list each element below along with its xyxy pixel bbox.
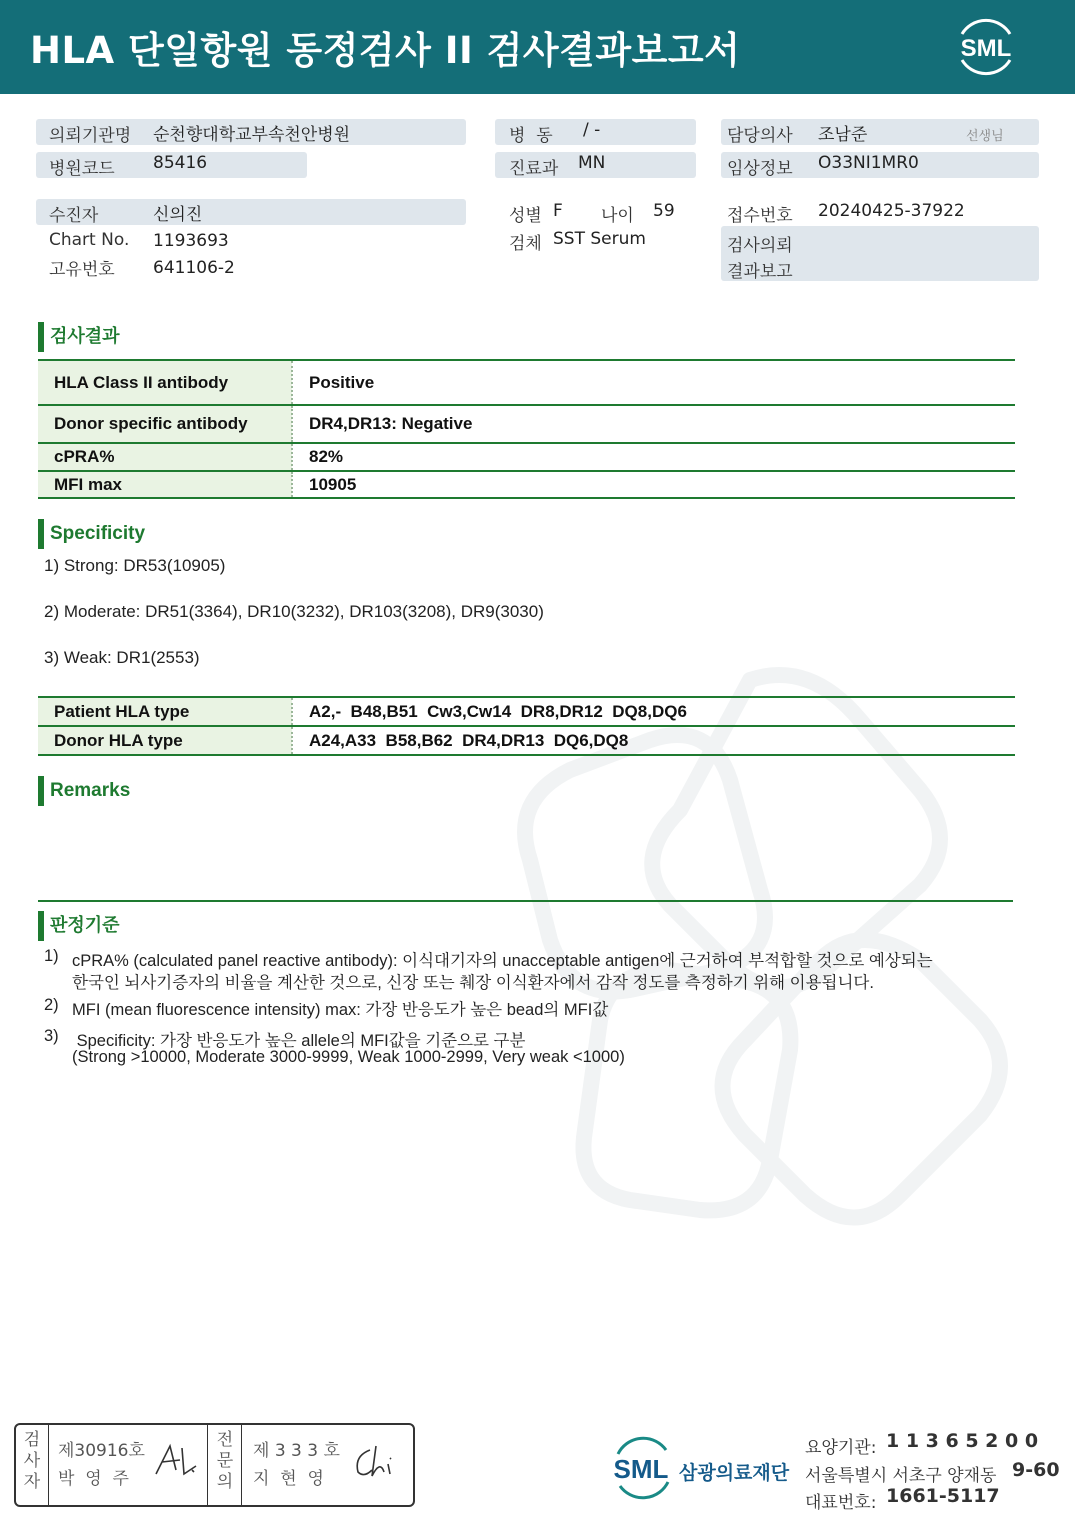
specificity-moderate: 2) Moderate: DR51(3364), DR10(3232), DR103(3208), DR9(3030) bbox=[44, 602, 544, 621]
criteria-section-title: 판정기준 bbox=[38, 911, 120, 941]
sign-divider bbox=[48, 1425, 49, 1505]
examiner-label-char: 사 bbox=[23, 1451, 41, 1471]
specialist-number: 제 3 3 3 호 bbox=[253, 1441, 340, 1461]
result-key: cPRA% bbox=[38, 443, 292, 471]
results-section-title: 검사결과 bbox=[38, 322, 120, 352]
ward-value: / - bbox=[583, 120, 601, 140]
sml-footer-logo-icon bbox=[608, 1436, 678, 1500]
specialist-label-char: 문 bbox=[216, 1451, 234, 1471]
examiner-label-char: 자 bbox=[23, 1472, 41, 1492]
criteria-3-line1: Specificity: 가장 반응도가 높은 allele의 MFI값을 기준으로 구분 bbox=[72, 1032, 526, 1050]
specialist-label bbox=[213, 1430, 237, 1493]
criteria-1-line2: 한국인 뇌사기증자의 비율을 계산한 것으로, 신장 또는 췌장 이식환자에서 감작 정도를 측정하기 위해 이용됩니다. bbox=[72, 974, 874, 992]
result-value: DR4,DR13: Negative bbox=[292, 405, 1015, 443]
sign-divider bbox=[207, 1425, 208, 1505]
criteria-3-line2: (Strong >10000, Moderate 3000-9999, Weak 1000-2999, Very weak <1000) bbox=[72, 1048, 625, 1066]
hla-value: A24,A33 B58,B62 DR4,DR13 DQ6,DQ8 bbox=[292, 726, 1015, 755]
result-key: Donor specific antibody bbox=[38, 405, 292, 443]
patient-row-bg bbox=[36, 199, 466, 225]
clinical-value: O33NI1MR0 bbox=[818, 153, 919, 173]
clinical-label: 임상정보 bbox=[727, 159, 793, 179]
hla-key: Patient HLA type bbox=[38, 697, 292, 726]
care-number: 1 1 3 6 5 2 0 0 bbox=[886, 1430, 1039, 1452]
doctor-suffix: 선생님 bbox=[966, 129, 1004, 144]
table-row bbox=[38, 471, 1015, 498]
doctor-label: 담당의사 bbox=[727, 126, 793, 146]
criteria-num-3: 3) bbox=[44, 1027, 59, 1045]
table-row bbox=[38, 360, 1015, 405]
address-number: 9-60 bbox=[1012, 1459, 1060, 1481]
examiner-signature bbox=[152, 1440, 202, 1480]
receipt-value: 20240425-37922 bbox=[818, 201, 965, 221]
criteria-1-line1: cPRA% (calculated panel reactive antibody): 이식대기자의 unacceptable antigen에 근거하여 부적합할 것으로 예상되는 bbox=[72, 952, 933, 970]
patient-label: 수진자 bbox=[49, 206, 99, 226]
examiner-label bbox=[20, 1430, 44, 1493]
specialist-label-char: 의 bbox=[216, 1472, 234, 1492]
unique-label: 고유번호 bbox=[49, 260, 115, 280]
result-value: 82% bbox=[292, 443, 1015, 471]
specimen-value: SST Serum bbox=[553, 229, 646, 249]
specialist-name: 지 현 영 bbox=[253, 1469, 324, 1489]
criteria-num-2: 2) bbox=[44, 996, 59, 1014]
hospital-code-label: 병원코드 bbox=[49, 159, 115, 179]
footer-logo-text: SML bbox=[613, 1454, 669, 1484]
result-value: 10905 bbox=[292, 471, 1015, 498]
age-label: 나이 bbox=[601, 206, 634, 226]
doctor-value: 조남준 bbox=[818, 125, 868, 145]
remarks-section-title: Remarks bbox=[38, 776, 130, 806]
report-title: HLA 단일항원 동정검사 II 검사결과보고서 bbox=[30, 29, 741, 72]
sex-label: 성별 bbox=[509, 206, 542, 226]
remarks-divider bbox=[38, 900, 1013, 902]
phone-label: 대표번호: bbox=[805, 1493, 877, 1513]
table-row bbox=[38, 443, 1015, 471]
phone-number: 1661-5117 bbox=[886, 1485, 1000, 1507]
criteria-num-1: 1) bbox=[44, 947, 59, 965]
specialist-signature bbox=[350, 1442, 400, 1482]
table-row bbox=[38, 726, 1015, 755]
results-table bbox=[38, 359, 1015, 499]
specimen-label: 검체 bbox=[509, 234, 542, 254]
specificity-section-title: Specificity bbox=[38, 519, 145, 549]
unique-value: 641106-2 bbox=[153, 258, 235, 278]
report-label: 결과보고 bbox=[727, 262, 793, 282]
hla-key: Donor HLA type bbox=[38, 726, 292, 755]
logo-text: SML bbox=[960, 35, 1012, 62]
sml-logo-icon bbox=[950, 14, 1022, 80]
examiner-name: 박 영 주 bbox=[58, 1469, 129, 1489]
hla-value: A2,- B48,B51 Cw3,Cw14 DR8,DR12 DQ8,DQ6 bbox=[292, 697, 1015, 726]
specificity-weak: 3) Weak: DR1(2553) bbox=[44, 648, 200, 667]
institution-value: 순천향대학교부속천안병원 bbox=[153, 125, 351, 145]
result-value: Positive bbox=[292, 360, 1015, 405]
hospital-code-value: 85416 bbox=[153, 153, 208, 173]
patient-value: 신의진 bbox=[153, 205, 203, 225]
specificity-strong: 1) Strong: DR53(10905) bbox=[44, 556, 226, 575]
department-value: MN bbox=[578, 153, 606, 173]
institution-label: 의뢰기관명 bbox=[49, 126, 132, 146]
org-name: 삼광의료재단 bbox=[679, 1462, 790, 1484]
criteria-2-line1: MFI (mean fluorescence intensity) max: 가장 반응도가 높은 bead의 MFI값 bbox=[72, 1001, 609, 1019]
care-label: 요양기관: bbox=[805, 1438, 877, 1458]
examiner-label-char: 검 bbox=[23, 1430, 41, 1450]
ward-label: 병 동 bbox=[509, 126, 553, 146]
address: 서울특별시 서초구 양재동 bbox=[805, 1466, 997, 1486]
request-label: 검사의뢰 bbox=[727, 236, 793, 256]
table-row bbox=[38, 697, 1015, 726]
result-key: MFI max bbox=[38, 471, 292, 498]
age-value: 59 bbox=[653, 201, 675, 221]
specialist-label-char: 전 bbox=[216, 1430, 234, 1450]
examiner-number: 제30916호 bbox=[58, 1441, 145, 1461]
hla-table bbox=[38, 696, 1015, 756]
chart-label: Chart No. bbox=[49, 230, 130, 250]
sex-value: F bbox=[553, 201, 563, 221]
chart-value: 1193693 bbox=[153, 231, 229, 251]
receipt-label: 접수번호 bbox=[727, 206, 793, 226]
table-row bbox=[38, 405, 1015, 443]
sign-divider bbox=[241, 1425, 242, 1505]
result-key: HLA Class II antibody bbox=[38, 360, 292, 405]
department-label: 진료과 bbox=[509, 159, 559, 179]
